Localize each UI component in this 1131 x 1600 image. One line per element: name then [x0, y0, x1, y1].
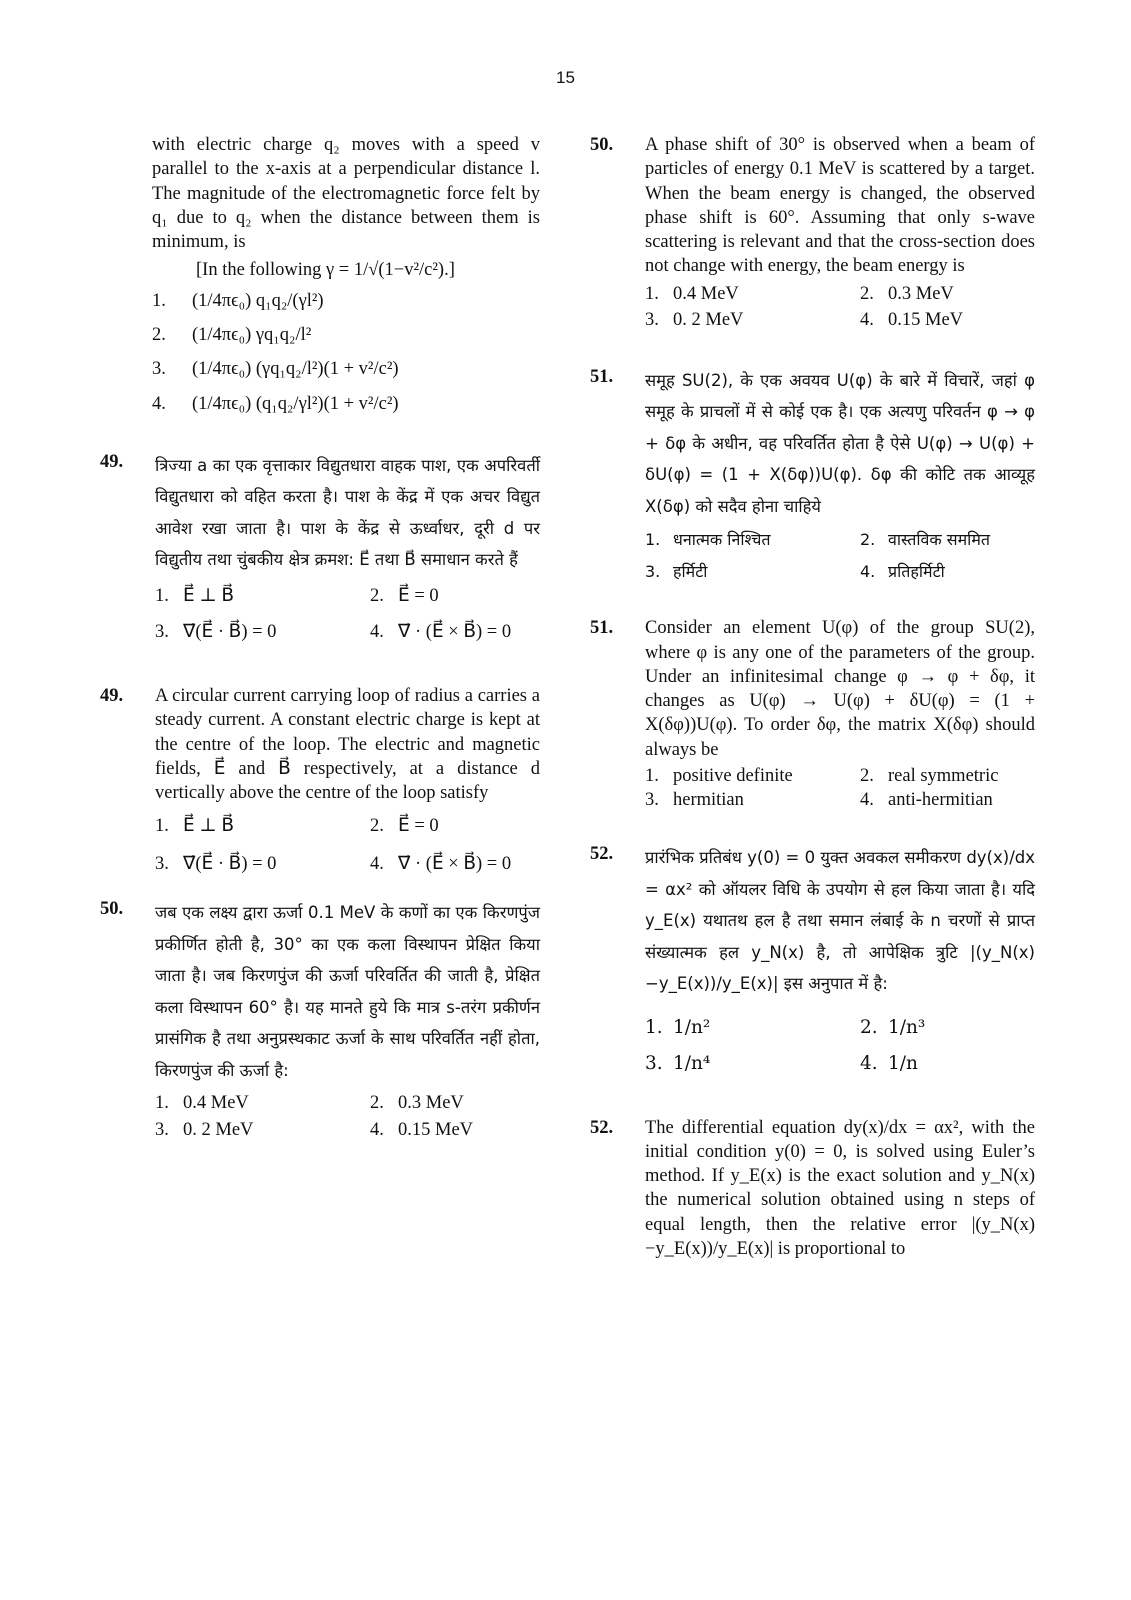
question-48-english	[100, 133, 540, 416]
question-49-english	[100, 684, 540, 883]
question-50-hindi	[100, 897, 540, 1144]
option-1[interactable]: 1. 1/n²	[645, 1016, 711, 1038]
question-text: Consider an element U(φ) of the group SU(2), where φ is any one of the parameters of the group. Under an infinitesimal change φ → φ + δφ, it changes as U(φ) → U(φ) + δU(φ) = (1 + X(δφ))U(φ). To order δφ, the matrix X(δφ) should always be	[645, 618, 1035, 760]
option-2[interactable]: 2. 0.3 MeV	[860, 283, 954, 304]
option-2[interactable]: 2. (1/4πϵ₀) γq₁q₂/l²	[152, 325, 312, 346]
option-1[interactable]: 1. positive definite	[645, 766, 793, 787]
option-4[interactable]: 4. ∇⃗ · (E⃗ × B⃗) = 0	[370, 854, 512, 875]
question-text: The differential equation dy(x)/dx = αx², with the initial condition y(0) = 0, is solved using Euler’s method. If y_E(x) is the exact solution and y_N(x) the numerical solution obtained using n steps of equal length, then the relative error |(y_N(x)−y_E(x))/y_E(x)| is proportional to	[645, 1117, 1035, 1260]
question-number: 50.	[100, 899, 124, 920]
option-1[interactable]: 1. E⃗ ⊥ B⃗	[155, 585, 235, 606]
question-text: समूह SU(2), के एक अवयव U(φ) के बारे में विचारें, जहां φ समूह के प्राचलों में से कोई एक है। एक अत्यणु परिवर्तन φ → φ + δφ के अधीन, वह परिवर्तित होता है ऐसे U(φ) → U(φ) + δU(φ) = (1 + X(δφ))U(φ). δφ की कोटि तक आव्यूह X(δφ) को सदैव होना चाहिये	[645, 370, 1035, 516]
option-2[interactable]: 2. 0.3 MeV	[370, 1093, 464, 1114]
options-grid	[155, 807, 540, 883]
option-4[interactable]: 4. ∇⃗ · (E⃗ × B⃗) = 0	[370, 621, 512, 642]
question-51-hindi	[590, 365, 1035, 589]
option-2[interactable]: 2. real symmetric	[860, 766, 999, 787]
question-52-english	[590, 1116, 1035, 1262]
options-grid	[645, 1010, 1035, 1082]
option-3[interactable]: 3. हर्मिटी	[645, 562, 708, 582]
option-1[interactable]: 1. 0.4 MeV	[645, 283, 739, 304]
option-2[interactable]: 2. 1/n³	[860, 1016, 926, 1038]
question-number: 52.	[590, 844, 614, 865]
question-number: 51.	[590, 618, 614, 639]
option-1[interactable]: 1. 0.4 MeV	[155, 1093, 249, 1114]
option-4[interactable]: 4. 1/n	[860, 1052, 918, 1074]
question-number: 51.	[590, 366, 614, 387]
question-52-hindi	[590, 842, 1035, 1082]
right-column	[590, 133, 1035, 1261]
option-2[interactable]: 2. वास्तविक सममित	[860, 530, 991, 550]
question-text: त्रिज्या a का एक वृत्ताकार विद्युतधारा वाहक पाश, एक अपरिवर्ती विद्युतधारा को वहित करता है। पाश के केंद्र में एक अचर विद्युत आवेश रखा जाता है। पाश के केंद्र से ऊर्ध्वाधर, दूरी d पर विद्युतीय तथा चुंबकीय क्षेत्र क्रमश: E⃗ तथा B⃗ समाधान करते हैं	[155, 455, 540, 570]
options-grid	[645, 764, 1035, 812]
question-text: जब एक लक्ष्य द्वारा ऊर्जा 0.1 MeV के कणों का एक किरणपुंज प्रकीर्णित होती है, 30° का एक कला विस्थापन प्रेक्षित किया जाता है। जब किरणपुंज की ऊर्जा परिवर्तित की जाती है, प्रेक्षित कला विस्थापन 60° है। यह मानते हुये कि मात्र s-तरंग प्रकीर्णन प्रासंगिक है तथा अनुप्रस्थकाट ऊर्जा के साथ परिवर्तित नहीं होता, किरणपुंज की ऊर्जा है:	[155, 903, 540, 1080]
option-3[interactable]: 3. 0. 2 MeV	[155, 1120, 254, 1141]
option-4[interactable]: 4. प्रतिहर्मिटी	[860, 562, 945, 582]
left-column	[100, 133, 540, 1144]
option-4[interactable]: 4. (1/4πϵ₀) (q₁q₂/γl²)(1 + v²/c²)	[152, 393, 399, 414]
option-2[interactable]: 2. E⃗ = 0	[370, 816, 439, 837]
question-50-english	[590, 133, 1035, 333]
option-4[interactable]: 4. anti-hermitian	[860, 790, 993, 811]
option-4[interactable]: 4. 0.15 MeV	[370, 1120, 474, 1141]
question-number: 49.	[100, 451, 124, 472]
option-4[interactable]: 4. 0.15 MeV	[860, 309, 964, 330]
gamma-note: [In the following γ = 1/√(1−v²/c²).]	[196, 260, 455, 281]
question-49-hindi	[100, 450, 540, 650]
question-text: with electric charge q₂ moves with a speed v parallel to the x-axis at a perpendicular distance l. The magnitude of the electromagnetic force felt by q₁ due to q₂ when the distance between them is minimum, is	[152, 135, 540, 253]
options-grid	[645, 281, 1035, 333]
option-1[interactable]: 1. E⃗ ⊥ B⃗	[155, 816, 235, 837]
question-text: A phase shift of 30° is observed when a beam of particles of energy 0.1 MeV is scattered by a target. When the beam energy is changed, the observed phase shift is 60°. Assuming that only s-wave scattering is relevant and that the cross-section does not change with energy, the beam energy is	[645, 135, 1035, 277]
option-2[interactable]: 2. E⃗ = 0	[370, 585, 439, 606]
option-3[interactable]: 3. 0. 2 MeV	[645, 309, 744, 330]
options-list	[152, 289, 540, 416]
question-number: 52.	[590, 1117, 614, 1138]
option-3[interactable]: 3. 1/n⁴	[645, 1052, 711, 1074]
option-1[interactable]: 1. धनात्मक निश्चित	[645, 530, 771, 550]
question-51-english	[590, 616, 1035, 812]
option-1[interactable]: 1. (1/4πϵ₀) q₁q₂/(γl²)	[152, 290, 324, 311]
page-number: 15	[556, 68, 575, 87]
option-3[interactable]: 3. ∇⃗(E⃗ · B⃗) = 0	[155, 854, 277, 875]
options-grid	[645, 524, 1035, 588]
option-3[interactable]: 3. ∇⃗(E⃗ · B⃗) = 0	[155, 621, 277, 642]
option-3[interactable]: 3. (1/4πϵ₀) (γq₁q₂/l²)(1 + v²/c²)	[152, 359, 399, 380]
question-number: 50.	[590, 135, 614, 155]
question-number: 49.	[100, 685, 124, 706]
options-grid	[155, 578, 540, 650]
question-text: A circular current carrying loop of radius a carries a steady current. A constant electric charge is kept at the centre of the loop. The electric and magnetic fields, E⃗ and B⃗ respectively, at a distance d vertically above the centre of the loop satisfy	[155, 685, 540, 804]
options-grid	[155, 1090, 540, 1144]
option-3[interactable]: 3. hermitian	[645, 790, 744, 811]
question-text: प्रारंभिक प्रतिबंध y(0) = 0 युक्त अवकल समीकरण dy(x)/dx = αx² को ऑयलर विधि के उपयोग से हल किया जाता है। यदि y_E(x) यथातथ हल है तथा समान लंबाई के n चरणों से प्राप्त संख्यात्मक हल y_N(x) है, तो आपेक्षिक त्रुटि |(y_N(x)−y_E(x))/y_E(x)| इस अनुपात में है:	[645, 848, 1035, 994]
